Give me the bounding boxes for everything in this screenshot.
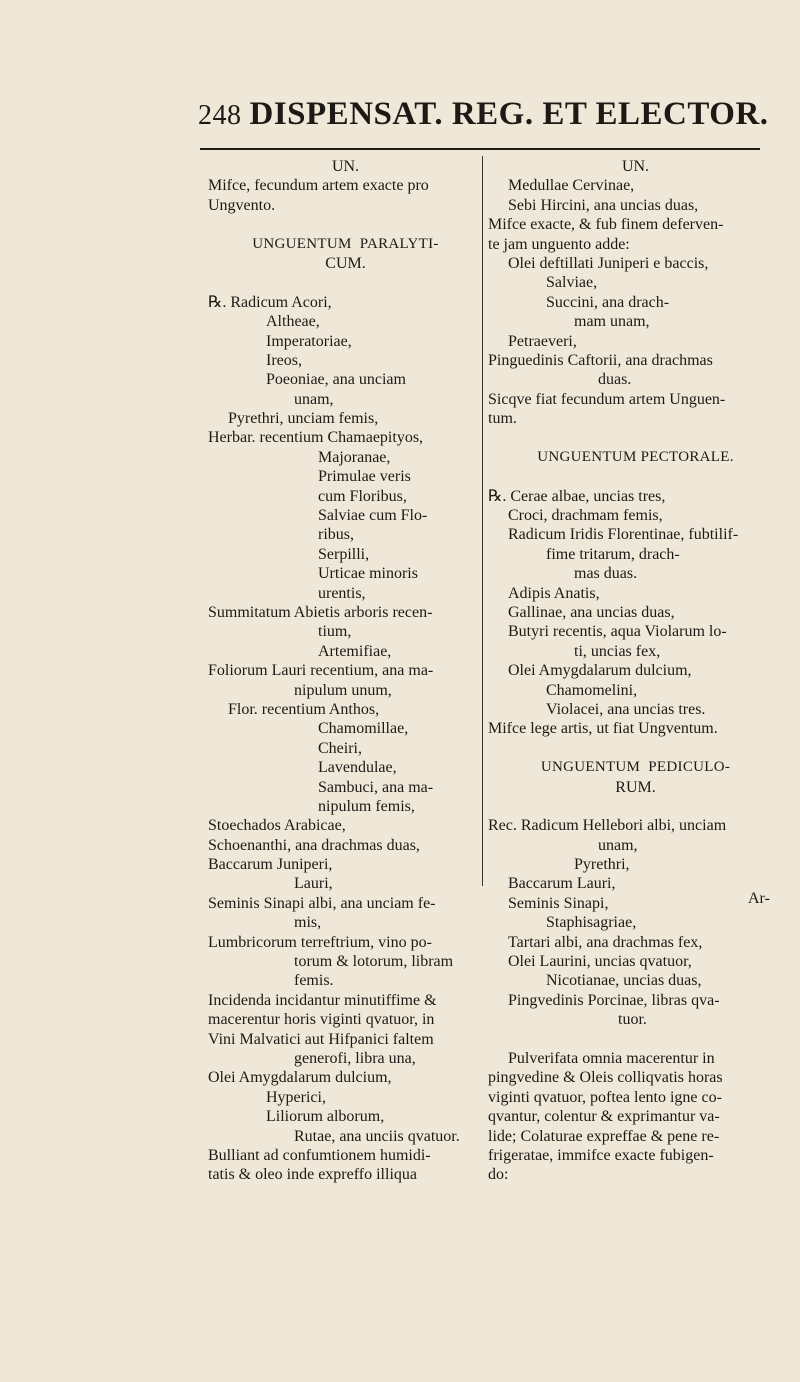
right-text-line: Salviae, — [546, 274, 598, 292]
left-text-line: Majoranae, — [318, 448, 391, 466]
right-text-line: Nicotianae, uncias duas, — [546, 972, 702, 990]
right-text-line: Sebi Hircini, ana uncias duas, — [508, 196, 699, 214]
right-text-line: Pinguedinis Caftorii, ana drachmas — [488, 351, 713, 369]
left-text-line: ℞. Radicum Acori, — [208, 293, 332, 311]
right-text-line — [488, 428, 783, 447]
left-text-line: Stoechados Arabicae, — [208, 817, 346, 835]
right-text-line: Butyri recentis, aqua Violarum lo- — [508, 623, 727, 641]
left-text-line: Primulae veris — [318, 468, 411, 486]
right-text-line: do: — [488, 1166, 509, 1184]
left-text-line: Schoenanthi, ana drachmas duas, — [208, 836, 420, 854]
right-text-line: Croci, drachmam femis, — [508, 507, 663, 525]
right-text-line: Succini, ana drach- — [546, 293, 670, 311]
right-text-line: tum. — [488, 410, 517, 428]
right-text-line: Olei Laurini, uncias qvatuor, — [508, 953, 692, 971]
right-text-line: Pyrethri, — [574, 856, 630, 874]
right-text-line: te jam unguento adde: — [488, 235, 630, 253]
right-text-line: viginti qvatuor, poftea lento igne co- — [488, 1088, 722, 1106]
left-text-line: Altheae, — [266, 313, 320, 331]
right-text-line: Pingvedinis Porcinae, libras qva- — [508, 991, 720, 1009]
right-text-line: Mifce exacte, & fub finem deferven- — [488, 216, 724, 234]
left-text-line: Urticae minoris — [318, 565, 418, 583]
right-text-line: Baccarum Lauri, — [508, 875, 616, 893]
running-title: DISPENSAT. REG. ET ELECTOR. — [249, 96, 769, 132]
page-header — [198, 96, 769, 150]
right-text-line: Pulverifata omnia macerentur in — [508, 1049, 715, 1067]
right-text-line — [488, 467, 783, 486]
left-text-line: Chamomillae, — [318, 720, 409, 738]
right-text-line: RUM. — [615, 778, 656, 796]
left-text-line: cum Floribus, — [318, 487, 407, 505]
right-text-line: fime tritarum, drach- — [546, 545, 680, 563]
left-text-line: Seminis Sinapi albi, ana unciam fe- — [208, 894, 436, 912]
right-text-line: Tartari albi, ana drachmas fex, — [508, 933, 703, 951]
right-text-line — [488, 739, 783, 758]
left-text-line: Mifce, fecundum artem exacte pro — [208, 177, 429, 195]
left-text-line — [208, 273, 483, 292]
left-text-line: unam, — [294, 390, 334, 408]
left-text-line: Hyperici, — [266, 1088, 326, 1106]
header-rule — [200, 148, 760, 150]
left-text-line: Rutae, ana unciis qvatuor. — [294, 1127, 460, 1145]
right-text-line: UNGUENTUM PEDICULO- — [540, 759, 731, 776]
left-text-line: Herbar. recentium Chamaepityos, — [208, 429, 424, 447]
left-text-line: Artemifiae, — [318, 642, 392, 660]
left-text-line: Lauri, — [294, 875, 333, 893]
right-text-line: lide; Colaturae expreffae & pene re- — [488, 1127, 720, 1145]
right-text-line: Chamomelini, — [546, 681, 638, 699]
left-text-line: Imperatoriae, — [266, 332, 352, 350]
left-text-line: Foliorum Lauri recentium, ana ma- — [208, 662, 434, 680]
right-text-line: Staphisagriae, — [546, 914, 637, 932]
right-text-line: Sicqve fiat fecundum artem Unguen- — [488, 390, 726, 408]
left-text-line: Lavendulae, — [318, 759, 397, 777]
left-text-line: Lumbricorum terreftrium, vino po- — [208, 933, 432, 951]
right-text-line: Violacei, ana uncias tres. — [546, 700, 706, 718]
right-text-line: Seminis Sinapi, — [508, 894, 609, 912]
right-text-line: Radicum Iridis Florentinae, fubtilif- — [508, 526, 739, 544]
left-text-line: Incidenda incidantur minutiffime & — [208, 991, 437, 1009]
left-text-line: UN. — [331, 158, 360, 175]
left-text-line: nipulum unum, — [294, 681, 392, 699]
left-text-line: tium, — [318, 623, 352, 641]
left-text-line: tatis & oleo inde expreffo illiqua — [208, 1166, 417, 1184]
left-text-line: Bulliant ad confumtionem humidi- — [208, 1146, 431, 1164]
right-text-line: unam, — [598, 836, 638, 854]
catchword: Ar- — [748, 890, 770, 907]
right-text-line: ti, uncias fex, — [574, 642, 661, 660]
left-text-line: nipulum femis, — [318, 797, 415, 815]
left-text-line: Cheiri, — [318, 739, 362, 757]
right-text-line: UNGUENTUM PECTORALE. — [537, 448, 734, 465]
left-text-line: Serpilli, — [318, 545, 370, 563]
left-text-line: UNGUENTUM PARALYTI- — [252, 235, 439, 252]
right-text-line: Rec. Radicum Hellebori albi, unciam — [488, 817, 727, 835]
left-text-line: mis, — [294, 914, 322, 932]
right-text-line: tuor. — [618, 1011, 647, 1029]
left-text-line: Ireos, — [266, 351, 302, 369]
left-text-line: torum & lotorum, libram — [294, 953, 454, 971]
right-text-line: pingvedine & Oleis colliqvatis horas — [488, 1069, 723, 1087]
right-text-line: UN. — [621, 158, 650, 175]
right-column — [488, 157, 783, 1185]
right-text-line: mam unam, — [574, 313, 650, 331]
left-text-line: ribus, — [318, 526, 354, 544]
left-text-line: femis. — [294, 972, 334, 990]
right-text-line: Gallinae, ana uncias duas, — [508, 603, 675, 621]
left-text-line: Flor. recentium Anthos, — [228, 700, 380, 718]
left-text-line: Liliorum alborum, — [266, 1108, 385, 1126]
right-text-line: ℞. Cerae albae, uncias tres, — [488, 487, 666, 505]
right-text-line: qvantur, colentur & exprimantur va- — [488, 1108, 720, 1126]
right-text-line: duas. — [598, 371, 632, 389]
right-text-line: Adipis Anatis, — [508, 584, 600, 602]
right-text-line: Olei deftillati Juniperi e baccis, — [508, 254, 709, 272]
left-text-line: CUM. — [325, 254, 366, 272]
left-text-line: generofi, libra una, — [294, 1049, 416, 1067]
right-text-line: Petraeveri, — [508, 332, 577, 350]
left-text-line: Poeoniae, ana unciam — [266, 371, 406, 389]
page-number: 248 — [198, 100, 242, 131]
right-text-line: Mifce lege artis, ut fiat Ungventum. — [488, 720, 718, 738]
right-text-line: Olei Amygdalarum dulcium, — [508, 662, 692, 680]
right-text-line — [488, 797, 783, 816]
left-text-line — [208, 215, 483, 234]
right-text-line — [488, 1030, 783, 1049]
right-text-line: Medullae Cervinae, — [508, 177, 635, 195]
left-text-line: macerentur horis viginti qvatuor, in — [208, 1011, 435, 1029]
left-text-line: Salviae cum Flo- — [318, 507, 428, 525]
right-text-line: mas duas. — [574, 565, 638, 583]
left-text-line: Summitatum Abietis arboris recen- — [208, 603, 433, 621]
left-text-line: Ungvento. — [208, 196, 276, 214]
left-text-line: Pyrethri, unciam femis, — [228, 410, 379, 428]
left-text-line: Vini Malvatici aut Hifpanici faltem — [208, 1030, 434, 1048]
left-text-line: Baccarum Juniperi, — [208, 856, 333, 874]
left-text-line: urentis, — [318, 584, 366, 602]
right-text-line: frigeratae, immifce exacte fubigen- — [488, 1146, 714, 1164]
left-column — [208, 157, 483, 1185]
left-text-line: Sambuci, ana ma- — [318, 778, 434, 796]
left-text-line: Olei Amygdalarum dulcium, — [208, 1069, 392, 1087]
